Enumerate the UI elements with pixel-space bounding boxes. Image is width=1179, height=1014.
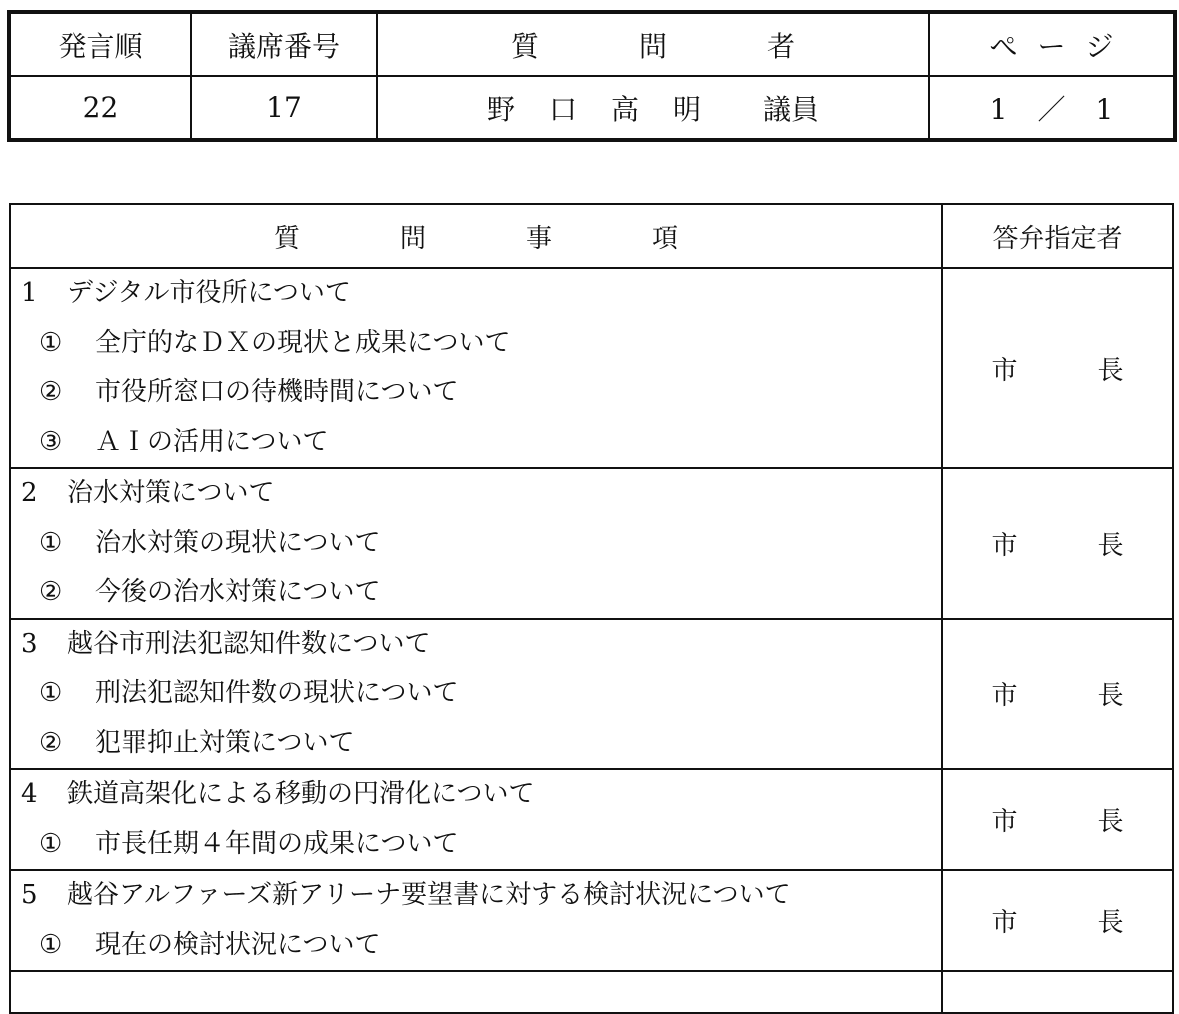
sub-item: ③ ＡＩの活用について — [39, 426, 329, 457]
question-section-4 — [10, 769, 1173, 870]
page-label: ぺ ー ジ — [929, 12, 1175, 76]
section-heading: 1 デジタル市役所について — [21, 278, 351, 308]
questioner-title: 議員 — [763, 92, 820, 126]
seat-number-label: 議席番号 — [191, 12, 377, 76]
questions-column-header-row — [10, 204, 1173, 268]
sub-item: ② 今後の治水対策について — [39, 577, 381, 607]
answer-designee: 市 長 — [942, 619, 1173, 770]
header-value-row — [9, 76, 1175, 140]
sub-item: ① 全庁的なＤＸの現状と成果について — [39, 327, 511, 358]
section-heading: 5 越谷アルファーズ新アリーナ要望書に対する検討状況について — [21, 880, 791, 910]
page-value: 1 ／ 1 — [929, 76, 1175, 140]
order-value: 22 — [9, 76, 191, 140]
answer-designee: 市 長 — [942, 268, 1173, 468]
speaker-info-table — [7, 10, 1177, 142]
question-section-next — [10, 971, 1173, 1013]
question-section-3 — [10, 619, 1173, 770]
questioner-name: 野 口 高 明 議員 — [377, 76, 929, 140]
section-heading: 3 越谷市刑法犯認知件数について — [21, 628, 431, 659]
order-label: 発言順 — [9, 12, 191, 76]
questions-table — [9, 203, 1174, 1014]
sub-item: ① 刑法犯認知件数の現状について — [39, 678, 459, 708]
question-section-2 — [10, 468, 1173, 619]
question-items-header: 質 問 事 項 — [10, 204, 942, 268]
header-label-row — [9, 12, 1175, 76]
questioner-label: 質 問 者 — [377, 12, 929, 76]
question-section-5 — [10, 870, 1173, 971]
sub-item: ② 市役所窓口の待機時間について — [39, 377, 459, 407]
question-section-1 — [10, 268, 1173, 468]
sub-item: ① 現在の検討状況について — [39, 929, 381, 960]
sub-item: ② 犯罪抑止対策について — [39, 727, 355, 758]
sub-item: ① 治水対策の現状について — [39, 527, 381, 558]
answer-designee-header: 答弁指定者 — [942, 204, 1173, 268]
section-heading: 2 治水対策について — [21, 478, 275, 508]
sub-item: ① 市長任期４年間の成果について — [39, 828, 459, 859]
answer-designee: 市 長 — [942, 468, 1173, 619]
answer-designee: 市 長 — [942, 870, 1173, 971]
seat-number-value: 17 — [191, 76, 377, 140]
section-heading: 4 鉄道高架化による移動の円滑化について — [21, 779, 535, 809]
answer-designee: 市 長 — [942, 769, 1173, 870]
